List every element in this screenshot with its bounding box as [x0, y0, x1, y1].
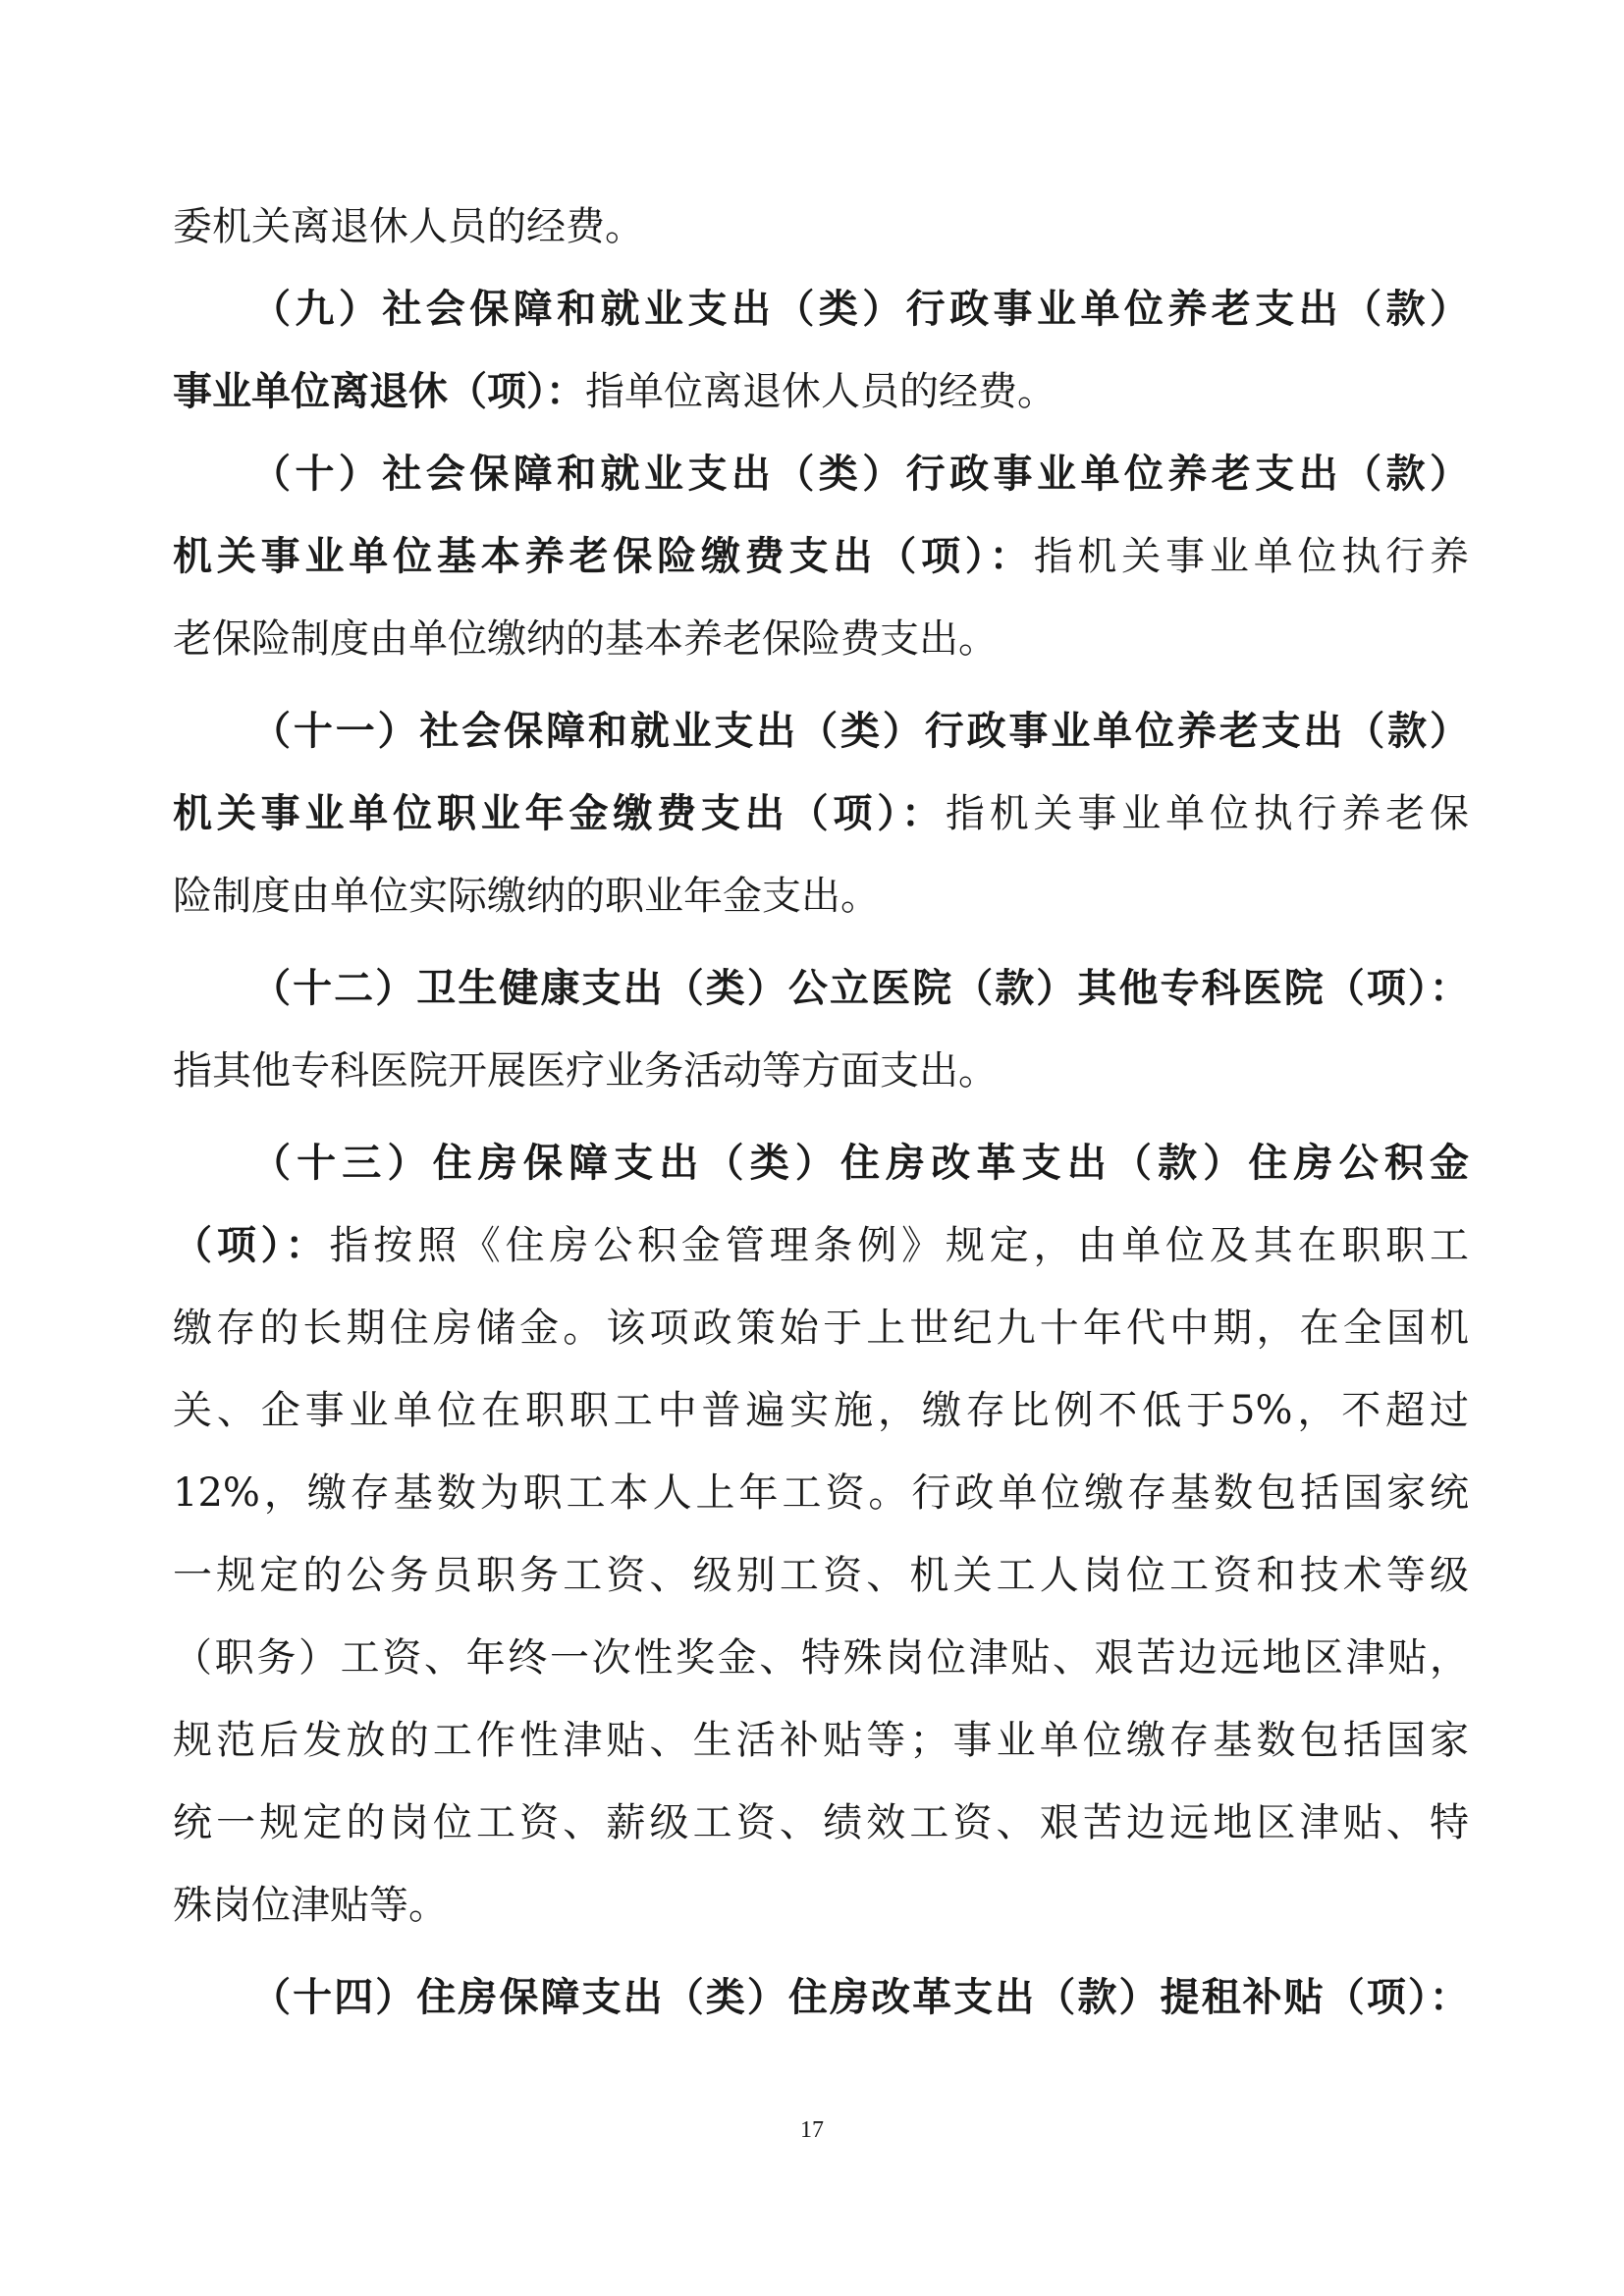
text-run: （职务）工资、年终一次性奖金、特殊岗位津贴、艰苦边远地区津贴， — [173, 1635, 1469, 1681]
text-line — [173, 1871, 1469, 1940]
heading-line — [251, 1963, 1469, 2032]
text-run: 指按照《住房公积金管理条例》规定，由单位及其在职职工 — [329, 1223, 1469, 1268]
heading-line — [251, 440, 1469, 508]
text-line — [173, 1376, 1469, 1445]
bold-run: （十二）卫生健康支出（类）公立医院（款）其他专科医院（项）： — [251, 965, 1469, 1011]
bold-run: （十三）住房保障支出（类）住房改革支出（款）住房公积金 — [251, 1140, 1469, 1186]
text-line — [173, 1706, 1469, 1775]
text-line — [173, 1624, 1469, 1692]
bold-run: 机关事业单位基本养老保险缴费支出（项）： — [173, 533, 1034, 579]
text-line — [173, 1211, 1469, 1280]
bold-run: 机关事业单位职业年金缴费支出（项）： — [173, 790, 946, 836]
text-run: 险制度由单位实际缴纳的职业年金支出。 — [173, 874, 880, 919]
text-run: 指机关事业单位执行养老保 — [945, 791, 1469, 836]
text-line — [173, 605, 1469, 673]
bold-run: （十）社会保障和就业支出（类）行政事业单位养老支出（款） — [251, 451, 1469, 497]
text-run: 委机关离退休人员的经费。 — [173, 204, 644, 249]
text-line — [173, 522, 1469, 591]
bold-run: （九）社会保障和就业支出（类）行政事业单位养老支出（款） — [251, 286, 1469, 332]
bold-run: （十一）社会保障和就业支出（类）行政事业单位养老支出（款） — [251, 708, 1469, 754]
heading-line — [251, 275, 1469, 344]
text-run: 指机关事业单位执行养 — [1033, 534, 1469, 579]
text-run: 关、企事业单位在职职工中普遍实施，缴存比例不低于5%，不超过 — [173, 1388, 1469, 1433]
text-run: 殊岗位津贴等。 — [173, 1883, 448, 1928]
text-line — [173, 1541, 1469, 1610]
text-run: 缴存的长期住房储金。该项政策始于上世纪九十年代中期，在全国机 — [173, 1306, 1469, 1351]
heading-line — [251, 954, 1469, 1023]
heading-line — [251, 697, 1469, 766]
text-line — [173, 1037, 1469, 1105]
page-number: 17 — [800, 2117, 824, 2143]
text-run: 指其他专科医院开展医疗业务活动等方面支出。 — [173, 1048, 998, 1094]
text-run: 12%，缴存基数为职工本人上年工资。行政单位缴存基数包括国家统 — [173, 1470, 1469, 1516]
text-run: 指单位离退休人员的经费。 — [585, 369, 1056, 414]
text-line — [173, 357, 1469, 426]
text-line — [173, 1459, 1469, 1527]
bold-run: （项）： — [173, 1222, 330, 1268]
bold-run: 事业单位离退休（项）： — [173, 368, 585, 414]
text-line — [173, 1789, 1469, 1857]
text-run: 老保险制度由单位缴纳的基本养老保险费支出。 — [173, 616, 998, 662]
text-run: 统一规定的岗位工资、薪级工资、绩效工资、艰苦边远地区津贴、特 — [173, 1800, 1469, 1845]
text-run: 一规定的公务员职务工资、级别工资、机关工人岗位工资和技术等级 — [173, 1553, 1469, 1598]
heading-line — [251, 1129, 1469, 1198]
text-line — [173, 862, 1469, 931]
text-line — [173, 779, 1469, 848]
text-run: 规范后发放的工作性津贴、生活补贴等；事业单位缴存基数包括国家 — [173, 1718, 1469, 1763]
text-line — [173, 192, 1469, 261]
bold-run: （十四）住房保障支出（类）住房改革支出（款）提租补贴（项）： — [251, 1974, 1469, 2020]
text-line — [173, 1294, 1469, 1362]
